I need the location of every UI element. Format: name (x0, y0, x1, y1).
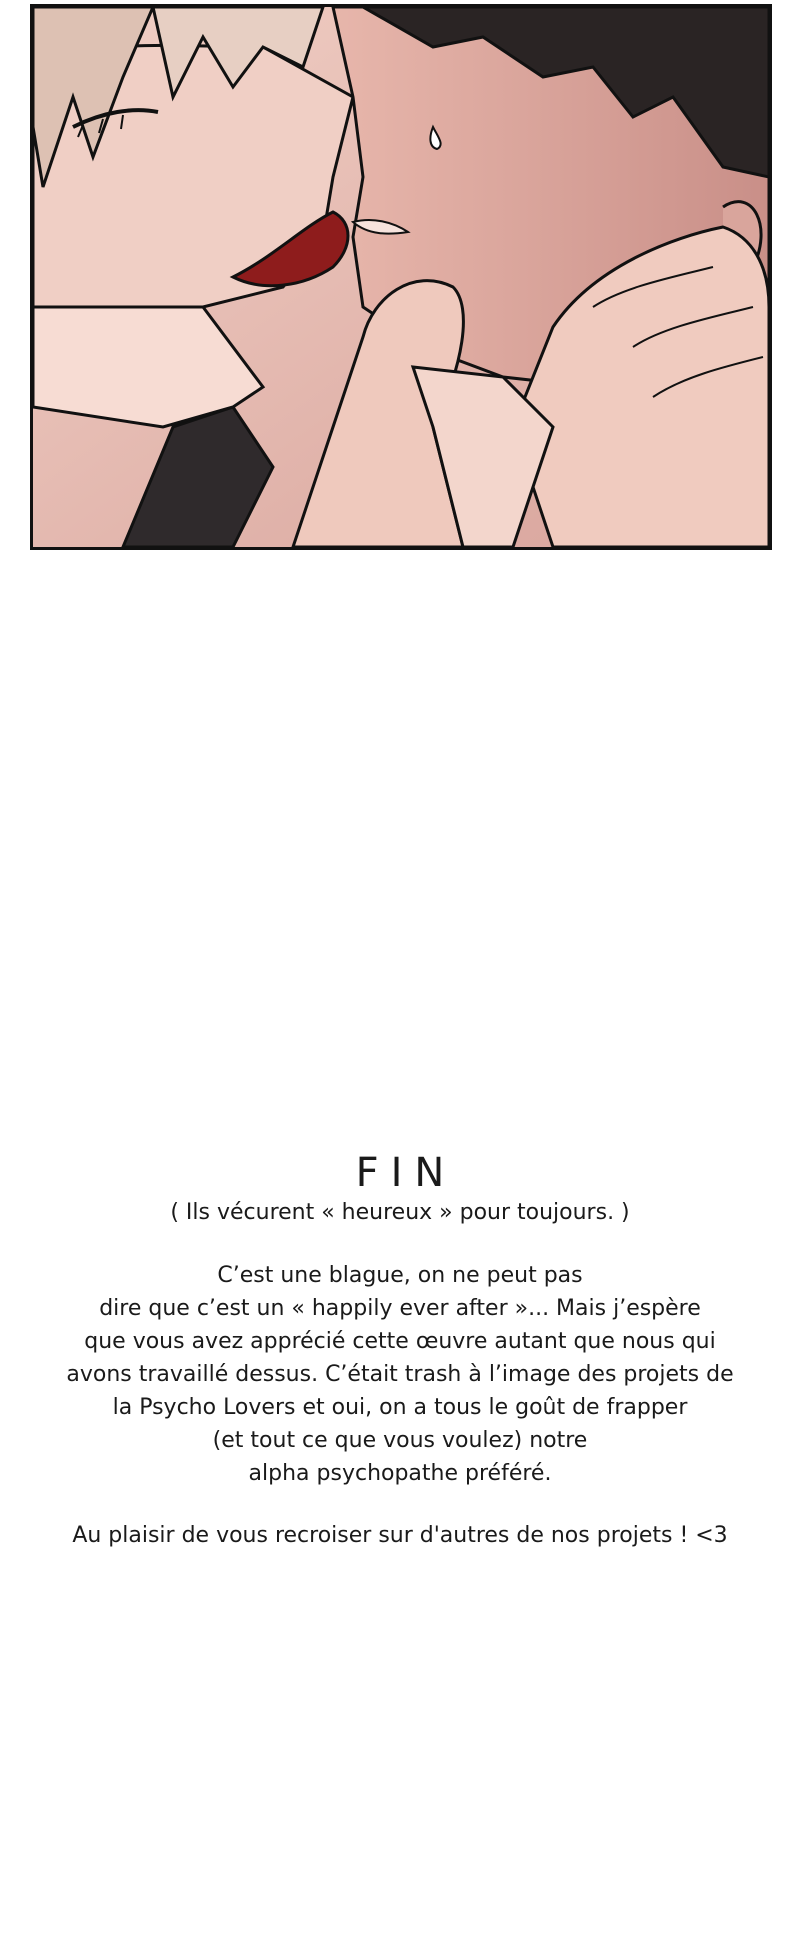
note-line: (et tout ce que vous voulez) notre (212, 1428, 588, 1453)
end-subtitle: ( Ils vécurent « heureux » pour toujours. ) (170, 1200, 630, 1225)
comic-panel (30, 4, 772, 550)
note-line: avons travaillé dessus. C’était trash à l’image des projets de (66, 1362, 734, 1387)
note-line: dire que c’est un « happily ever after »... Mais j’espère (99, 1296, 701, 1321)
ending-text-block (0, 1150, 800, 1548)
note-line: C’est une blague, on ne peut pas (217, 1263, 583, 1288)
note-line: la Psycho Lovers et oui, on a tous le goût de frapper (112, 1395, 688, 1420)
note-line: alpha psychopathe préféré. (248, 1461, 552, 1486)
translator-note (0, 1259, 800, 1490)
signoff-text: Au plaisir de vous recroiser sur d'autres de nos projets ! <3 (72, 1523, 728, 1548)
kiss-illustration-icon (33, 7, 769, 547)
note-line: que vous avez apprécié cette œuvre autant que nous qui (84, 1329, 716, 1354)
end-title: FIN (355, 1150, 457, 1196)
